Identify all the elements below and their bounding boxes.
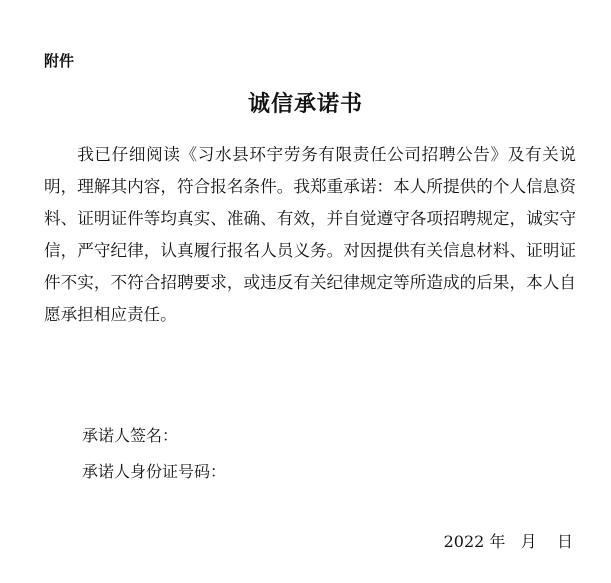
document-title: 诚信承诺书	[247, 91, 363, 117]
date-line: 2022 年 月 日	[443, 532, 573, 551]
attachment-label: 附件	[44, 52, 75, 70]
id-number-label: 承诺人身份证号码：	[82, 462, 227, 481]
signature-label: 承诺人签名：	[82, 426, 179, 445]
commitment-body: 我已仔细阅读《习水县环宇劳务有限责任公司招聘公告》及有关说明，理解其内容，符合报名条件。我郑重承诺：本人所提供的个人信息资料、证明证件等均真实、准确、有效，并自觉遵守各项招聘规定，诚实守信，严守纪律，认真履行报名人员义务。对因提供有关信息材料、证明证件不实，不符合招聘要求，或违反有关纪律规定等所造成的后果，本人自愿承担相应责任。	[44, 145, 576, 324]
